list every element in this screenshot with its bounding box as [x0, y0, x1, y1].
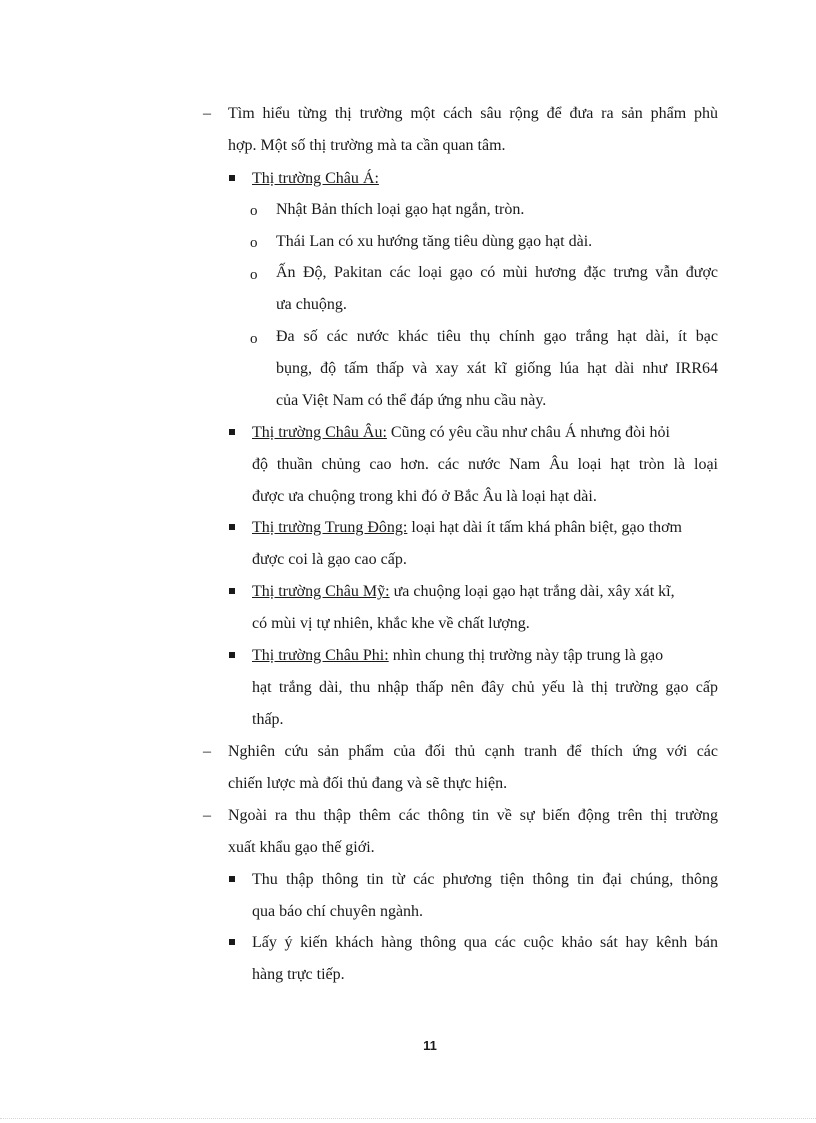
- paragraph-line: qua báo chí chuyên ngành.: [252, 903, 424, 920]
- paragraph-line: độ thuần chủng cao hơn. các nước Nam Âu loại hạt tròn là loại: [252, 456, 718, 473]
- square-bullet: [229, 524, 235, 530]
- list-item-continued: của Việt Nam có thể đáp ứng nhu cầu này.: [276, 392, 547, 409]
- square-bullet: [229, 175, 235, 181]
- section-text: nhìn chung thị trường này tập trung là gạo: [388, 647, 664, 664]
- section-europe: [252, 423, 670, 443]
- section-title-asia: Thị trường Châu Á:: [252, 170, 379, 187]
- square-bullet: [229, 588, 235, 594]
- circle-bullet: o: [250, 331, 258, 347]
- paragraph-line: Tìm hiểu từng thị trường một cách sâu rộng để đưa ra sản phẩm phù: [228, 105, 718, 122]
- list-item-continued: bụng, độ tấm thấp và xay xát kĩ giống lúa hạt dài như IRR64: [276, 360, 718, 377]
- paragraph-line: Thu thập thông tin từ các phương tiện thông tin đại chúng, thông: [252, 871, 718, 888]
- square-bullet: [229, 876, 235, 882]
- list-item: Thái Lan có xu hướng tăng tiêu dùng gạo hạt dài.: [276, 233, 593, 250]
- list-item: Ấn Độ, Pakitan các loại gạo có mùi hương đặc trưng vẫn được: [276, 264, 718, 281]
- section-africa: [252, 646, 663, 666]
- paragraph-line: chiến lược mà đối thủ đang và sẽ thực hiện.: [228, 775, 508, 792]
- circle-bullet: o: [250, 203, 258, 219]
- square-bullet: [229, 652, 235, 658]
- section-title-america: Thị trường Châu Mỹ:: [252, 583, 390, 600]
- paragraph-line: có mùi vị tự nhiên, khắc khe về chất lượng.: [252, 615, 530, 632]
- section-title-europe: Thị trường Châu Âu:: [252, 424, 387, 441]
- circle-bullet: o: [250, 267, 258, 283]
- section-text: ưa chuộng loại gạo hạt trắng dài, xây xát kĩ,: [389, 583, 675, 600]
- section-title-mideast: Thị trường Trung Đông:: [252, 519, 408, 536]
- paragraph-line: thấp.: [252, 711, 284, 728]
- page-bottom-rule: [0, 1118, 816, 1119]
- dash-bullet: –: [203, 807, 211, 824]
- square-bullet: [229, 429, 235, 435]
- paragraph-line: Ngoài ra thu thập thêm các thông tin về sự biến động trên thị trường: [228, 807, 718, 824]
- paragraph-line: Lấy ý kiến khách hàng thông qua các cuộc khảo sát hay kênh bán: [252, 934, 718, 951]
- paragraph-line: được coi là gạo cao cấp.: [252, 551, 407, 568]
- paragraph-line: xuất khẩu gạo thế giới.: [228, 839, 375, 856]
- circle-bullet: o: [250, 235, 258, 251]
- section-text: loại hạt dài ít tấm khá phân biệt, gạo thơm: [407, 519, 682, 536]
- paragraph-line: được ưa chuộng trong khi đó ở Bắc Âu là loại hạt dài.: [252, 488, 597, 505]
- dash-bullet: –: [203, 105, 211, 122]
- list-item-continued: ưa chuộng.: [276, 296, 347, 313]
- list-item: Nhật Bản thích loại gạo hạt ngắn, tròn.: [276, 201, 525, 218]
- dash-bullet: –: [203, 743, 211, 760]
- paragraph-line: hạt trắng dài, thu nhập thấp nên đây chủ yếu là thị trường gạo cấp: [252, 679, 718, 696]
- list-item: Đa số các nước khác tiêu thụ chính gạo trắng hạt dài, ít bạc: [276, 328, 718, 345]
- section-title-africa: Thị trường Châu Phi:: [252, 647, 389, 664]
- paragraph-line: hàng trực tiếp.: [252, 966, 345, 983]
- page-number: 11: [423, 1038, 437, 1053]
- section-mideast: [252, 518, 682, 538]
- square-bullet: [229, 939, 235, 945]
- paragraph-line: hợp. Một số thị trường mà ta cần quan tâm.: [228, 137, 506, 154]
- section-text: Cũng có yêu cầu như châu Á nhưng đòi hỏi: [386, 424, 670, 441]
- paragraph-line: Nghiên cứu sản phẩm của đối thủ cạnh tranh để thích ứng với các: [228, 743, 718, 760]
- section-america: [252, 582, 675, 602]
